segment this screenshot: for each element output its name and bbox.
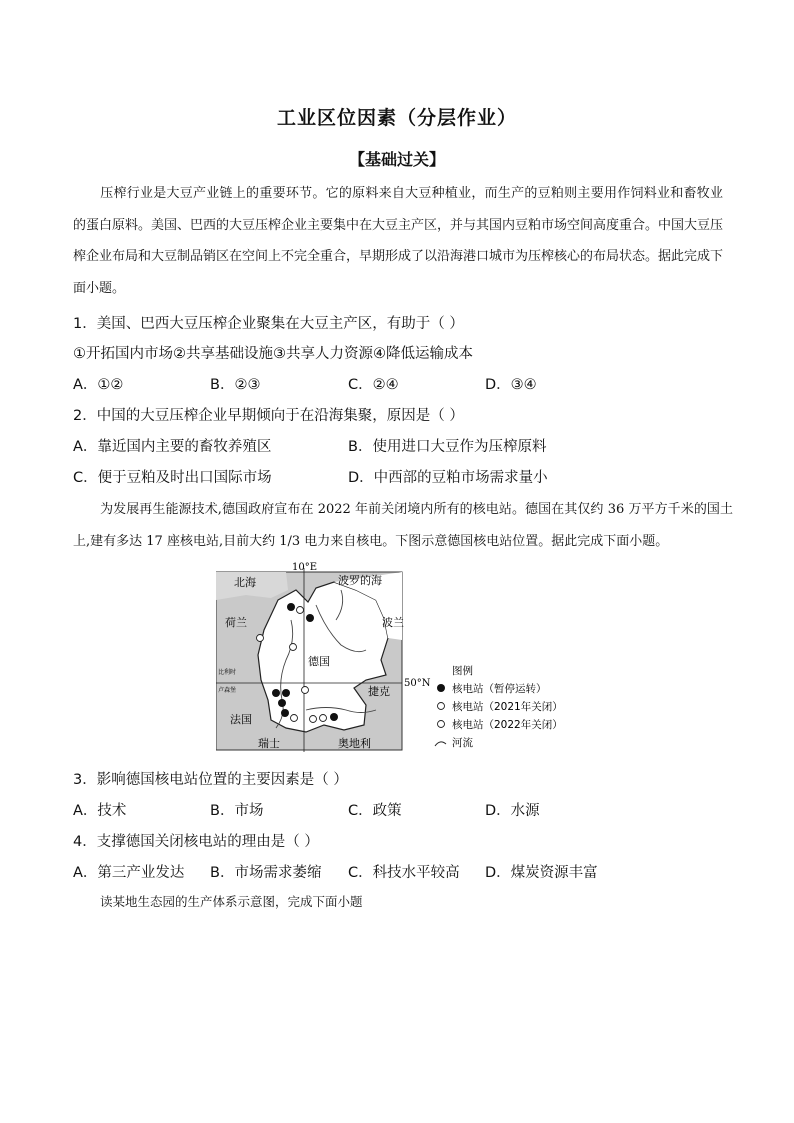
question-2-option-c[interactable]: C．便于豆粕及时出口国际市场: [73, 470, 272, 486]
label-czech: 捷克: [368, 685, 390, 698]
passage-germany-text: 为发展再生能源技术,德国政府宣布在 2022 年前关闭境内所有的核电站。德国在其仅约 36 万平方千米的国土上,建有多达 17 座核电站,目前大约 1/3 电力来自核电。下图示意德国核电站位置。据此完成下面小题。: [73, 502, 733, 549]
question-4-option-a[interactable]: A．第三产业发达: [73, 865, 185, 881]
question-1-option-c[interactable]: C．②④: [348, 377, 399, 393]
legend-title: 图例: [452, 665, 473, 677]
question-3-option-c[interactable]: C．政策: [348, 803, 402, 819]
question-3-stem: 3．影响德国核电站位置的主要因素是（ ）: [73, 772, 348, 788]
passage-soybean-text: 压榨行业是大豆产业链上的重要环节。它的原料来自大豆种植业，而生产的豆粕则主要用作饲料业和畜牧业的蛋白原料。美国、巴西的大豆压榨企业主要集中在大豆主产区，并与其国内豆粕市场空间高度重合。中国大豆压榨企业布局和大豆制品销区在空间上不完全重合，早期形成了以沿海港口城市为压榨核心的布局状态。据此完成下面小题。: [73, 186, 724, 296]
station-2022: [257, 635, 264, 642]
legend-river-icon: [435, 742, 446, 746]
section-heading: 【基础过关】: [348, 150, 445, 169]
label-netherlands: 荷兰: [225, 616, 247, 629]
question-2-stem: 2．中国的大豆压榨企业早期倾向于在沿海集聚，原因是（ ）: [73, 408, 464, 424]
label-north-sea: 北海: [234, 576, 256, 589]
label-baltic: 波罗的海: [338, 574, 382, 587]
station-stopped: [278, 699, 286, 707]
germany-nuclear-map: [216, 560, 588, 752]
station-stopped: [281, 709, 289, 717]
question-1-option-a[interactable]: A．①②: [73, 377, 124, 393]
station-stopped: [272, 689, 280, 697]
label-france: 法国: [230, 713, 252, 726]
legend-2022: 核电站（2022年关闭）: [452, 719, 563, 731]
question-1-option-d[interactable]: D．③④: [485, 377, 537, 393]
station-2022: [320, 715, 327, 722]
question-1-statements: ①开拓国内市场②共享基础设施③共享人力资源④降低运输成本: [73, 346, 473, 362]
label-austria: 奥地利: [338, 737, 371, 750]
question-2-option-b[interactable]: B．使用进口大豆作为压榨原料: [348, 439, 547, 455]
question-4-option-d[interactable]: D．煤炭资源丰富: [485, 865, 598, 881]
question-3-option-b[interactable]: B．市场: [210, 803, 264, 819]
label-meridian: 10°E: [292, 562, 318, 573]
station-2021: [290, 644, 297, 651]
label-germany: 德国: [308, 655, 330, 668]
station-2022: [302, 687, 309, 694]
station-2021: [291, 715, 298, 722]
question-2-option-d[interactable]: D．中西部的豆粕市场需求量小: [348, 470, 548, 486]
label-switzerland: 瑞士: [258, 737, 280, 750]
legend-2021: 核电站（2021年关闭）: [452, 701, 563, 713]
label-luxembourg: 卢森堡: [218, 687, 237, 694]
question-1-option-b[interactable]: B．②③: [210, 377, 261, 393]
legend-river: 河流: [452, 737, 473, 749]
question-4-option-b[interactable]: B．市场需求萎缩: [210, 865, 322, 881]
station-stopped: [330, 713, 338, 721]
question-3-option-d[interactable]: D．水源: [485, 803, 540, 819]
legend-2021-icon: [438, 703, 445, 710]
station-stopped: [287, 603, 295, 611]
page-title: 工业区位因素（分层作业）: [276, 107, 517, 129]
passage-ecopark: 读某地生态园的生产体系示意图，完成下面小题: [100, 894, 363, 909]
question-1-stem: 1．美国、巴西大豆压榨企业聚集在大豆主产区，有助于（ ）: [73, 316, 464, 332]
question-3-option-a[interactable]: A．技术: [73, 803, 127, 819]
legend-stopped-icon: [437, 684, 445, 692]
question-4-stem: 4．支撑德国关闭核电站的理由是（ ）: [73, 834, 319, 850]
station-2021: [310, 716, 317, 723]
label-belgium: 比利时: [218, 669, 237, 676]
map-svg: [216, 560, 588, 752]
label-poland: 波兰: [382, 616, 404, 629]
station-stopped: [282, 689, 290, 697]
station-2021: [297, 607, 304, 614]
label-parallel: 50°N: [404, 678, 431, 689]
question-4-option-c[interactable]: C．科技水平较高: [348, 865, 460, 881]
passage-soybean: [73, 178, 723, 304]
legend-stopped: 核电站（暂停运转）: [452, 683, 547, 695]
legend-2022-icon: [438, 721, 445, 728]
question-2-option-a[interactable]: A．靠近国内主要的畜牧养殖区: [73, 439, 272, 455]
passage-germany: [73, 494, 733, 557]
station-stopped: [306, 614, 314, 622]
